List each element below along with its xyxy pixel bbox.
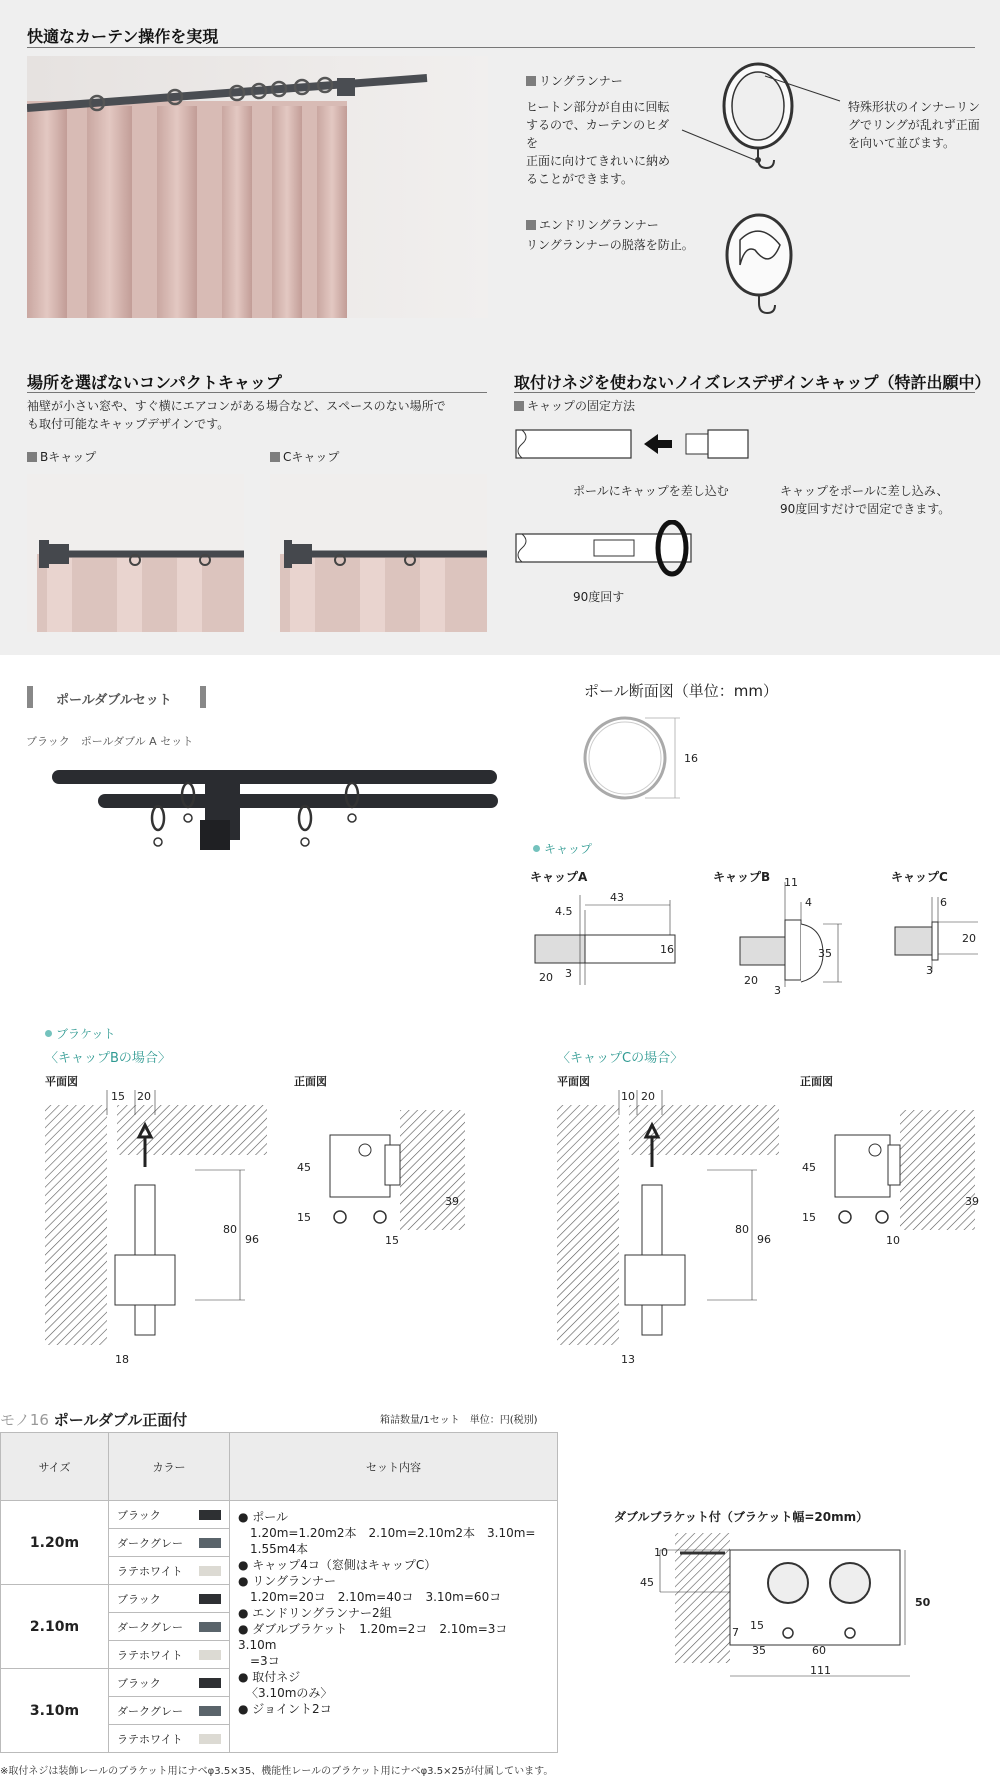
- c-h2: 96: [757, 1233, 771, 1246]
- pole-section-diagram: [580, 712, 700, 807]
- divider: [27, 47, 975, 48]
- size-cell: 1.20m: [1, 1501, 109, 1585]
- cap-a-d3: 16: [660, 943, 674, 956]
- spec-table: [0, 1432, 558, 1753]
- size-cell: 2.10m: [1, 1585, 109, 1669]
- cap-b-d5: 3: [774, 984, 781, 997]
- feature-title-1: 快適なカーテン操作を実現: [27, 27, 219, 46]
- bracket-b-plan: [45, 1085, 275, 1375]
- double-bracket-diagram: [640, 1528, 940, 1688]
- b-w2: 20: [137, 1090, 151, 1103]
- color-cell: ブラック: [109, 1669, 230, 1697]
- cap-b-d4: 20: [744, 974, 758, 987]
- ring-runner-illustration: [630, 56, 850, 176]
- cap-heading: キャップ: [533, 840, 592, 858]
- ring-runner-callout: 特殊形状のインナーリン グでリングが乱れず正面 を向いて並びます。: [848, 100, 981, 150]
- color-cell: ラテホワイト: [109, 1725, 230, 1753]
- rotate-caption: 90度回す: [573, 590, 625, 604]
- th-contents: セット内容: [230, 1433, 558, 1501]
- db-d15: 15: [750, 1619, 764, 1632]
- front-label-c: 正面図: [800, 1075, 833, 1088]
- cap-c-diagram: [890, 892, 990, 982]
- footnote: ※取付ネジは装飾レールのブラケット用にナベφ3.5×35、機能性レールのブラケット用にナベφ3.5×25が付属しています。: [0, 1766, 554, 1777]
- table-title: モノ16 ポールダブル正面付: [0, 1411, 188, 1429]
- b-f1: 45: [297, 1161, 311, 1174]
- insert-caption: ポールにキャップを差し込む: [573, 484, 729, 498]
- front-label-b: 正面図: [294, 1075, 327, 1088]
- b-h2: 96: [245, 1233, 259, 1246]
- b-base: 18: [115, 1353, 129, 1366]
- fix-method-label: キャップの固定方法: [514, 397, 635, 415]
- b-f4: 15: [385, 1234, 399, 1247]
- db-d7: 7: [732, 1626, 739, 1639]
- cap-b-label: Bキャップ: [27, 448, 96, 466]
- b-f3: 39: [445, 1195, 459, 1208]
- color-cell: ラテホワイト: [109, 1641, 230, 1669]
- c-f2: 15: [802, 1211, 816, 1224]
- cap-a-d4: 20: [539, 971, 553, 984]
- cap-b-d3: 35: [818, 947, 832, 960]
- cap-b-d1: 11: [784, 876, 798, 889]
- ring-runner-desc: ヒートン部分が自由に回転 するので、カーテンのヒダを 正面に向けてきれいに納め ることができます。: [526, 100, 671, 186]
- plan-label-c: 平面図: [557, 1075, 590, 1088]
- color-cell: ダークグレー: [109, 1697, 230, 1725]
- b-h1: 80: [223, 1223, 237, 1236]
- c-f3: 39: [965, 1195, 979, 1208]
- cap-a-diagram: [525, 885, 700, 995]
- divider: [27, 392, 487, 393]
- end-ring-desc: リングランナーの脱落を防止。: [526, 238, 694, 252]
- color-cell: ブラック: [109, 1501, 230, 1529]
- title-bar-right: [200, 686, 206, 708]
- db-d111: 111: [810, 1664, 831, 1677]
- case-c-label: 〈キャップCの場合〉: [557, 1051, 684, 1066]
- cap-b-d2: 4: [805, 896, 812, 909]
- table-meta: 箱詰数量/1セット 単位：円(税別): [380, 1415, 538, 1426]
- c-f4: 10: [886, 1234, 900, 1247]
- color-cell: ダークグレー: [109, 1529, 230, 1557]
- db-d60: 60: [812, 1644, 826, 1657]
- cap-c-d1: 6: [940, 896, 947, 909]
- bracket-c-front: [800, 1105, 980, 1255]
- color-cell: ダークグレー: [109, 1613, 230, 1641]
- cap-a-d5: 3: [565, 967, 572, 980]
- end-ring-label: エンドリングランナー: [526, 216, 659, 234]
- th-color: カラー: [109, 1433, 230, 1501]
- cap-c-d3: 3: [926, 964, 933, 977]
- c-w2: 20: [641, 1090, 655, 1103]
- end-ring-illustration: [715, 210, 805, 320]
- rotate-desc: キャップをポールに差し込み、 90度回すだけで固定できます。: [780, 484, 951, 516]
- cap-c-diag-label: キャップC: [891, 870, 948, 884]
- bracket-c-plan: [557, 1085, 787, 1375]
- cap-a-d2: 43: [610, 891, 624, 904]
- cap-c-d2: 20: [962, 932, 976, 945]
- cap-a-label: キャップA: [530, 870, 588, 884]
- bracket-heading: ブラケット: [45, 1025, 115, 1043]
- set-contents: ● ポール 1.20m=1.20m2本 2.10m=2.10m2本 3.10m= 1.55m4本 ● キャップ4コ（窓側はキャップC） ● リングランナー 1.20m=20コ 2.10m=40コ 3.10m=60コ ● エンドリングランナー2組 ● ダブルブラケット 1.20m=2コ 2.10m=3コ 3.10m =3コ ● 取付ネジ 〈3.10mのみ〉 ● ジョイント2コ: [230, 1501, 558, 1753]
- c-h1: 80: [735, 1223, 749, 1236]
- cap-rotate-diagram: [514, 520, 724, 580]
- cap-c-label: Cキャップ: [270, 448, 339, 466]
- b-f2: 15: [297, 1211, 311, 1224]
- size-cell: 3.10m: [1, 1669, 109, 1753]
- b-w1: 15: [111, 1090, 125, 1103]
- feature-title-3: 取付けネジを使わないノイズレスデザインキャップ（特許出願中）: [514, 373, 991, 392]
- ring-runner-label: リングランナー: [526, 72, 623, 90]
- db-d45: 45: [640, 1576, 654, 1589]
- double-pole-photo: [40, 750, 500, 860]
- db-d10: 10: [654, 1546, 668, 1559]
- color-cell: ブラック: [109, 1585, 230, 1613]
- c-w1: 10: [621, 1090, 635, 1103]
- cap-b-diag-label: キャップB: [713, 870, 771, 884]
- divider: [514, 392, 975, 393]
- set-caption: ブラック ポールダブル A セット: [26, 735, 194, 748]
- case-b-label: 〈キャップBの場合〉: [45, 1051, 171, 1066]
- c-f1: 45: [802, 1161, 816, 1174]
- section-title: ポール断面図（単位：mm）: [584, 682, 778, 700]
- cap-insert-diagram: [514, 420, 754, 470]
- db-d35: 35: [752, 1644, 766, 1657]
- title-bar-left: [27, 686, 33, 708]
- double-bracket-title: ダブルブラケット付（ブラケット幅=20mm）: [614, 1510, 869, 1524]
- curtain-photo: [27, 56, 488, 318]
- db-d50: 50: [915, 1596, 931, 1609]
- cap-b-photo: [27, 474, 244, 632]
- c-base: 13: [621, 1353, 635, 1366]
- plan-label-b: 平面図: [45, 1075, 78, 1088]
- color-cell: ラテホワイト: [109, 1557, 230, 1585]
- set-title: ポールダブルセット: [56, 693, 172, 708]
- bracket-b-front: [295, 1105, 470, 1255]
- cap-a-d1: 4.5: [555, 905, 573, 918]
- compact-desc: 袖壁が小さい窓や、すぐ横にエアコンがある場合など、スペースのない場所で も取付可能なキャップデザインです。: [27, 399, 446, 431]
- th-size: サイズ: [1, 1433, 109, 1501]
- cap-c-photo: [270, 474, 487, 632]
- cap-b-diagram: [730, 872, 860, 997]
- section-dim: 16: [684, 752, 698, 765]
- feature-title-2: 場所を選ばないコンパクトキャップ: [27, 373, 282, 392]
